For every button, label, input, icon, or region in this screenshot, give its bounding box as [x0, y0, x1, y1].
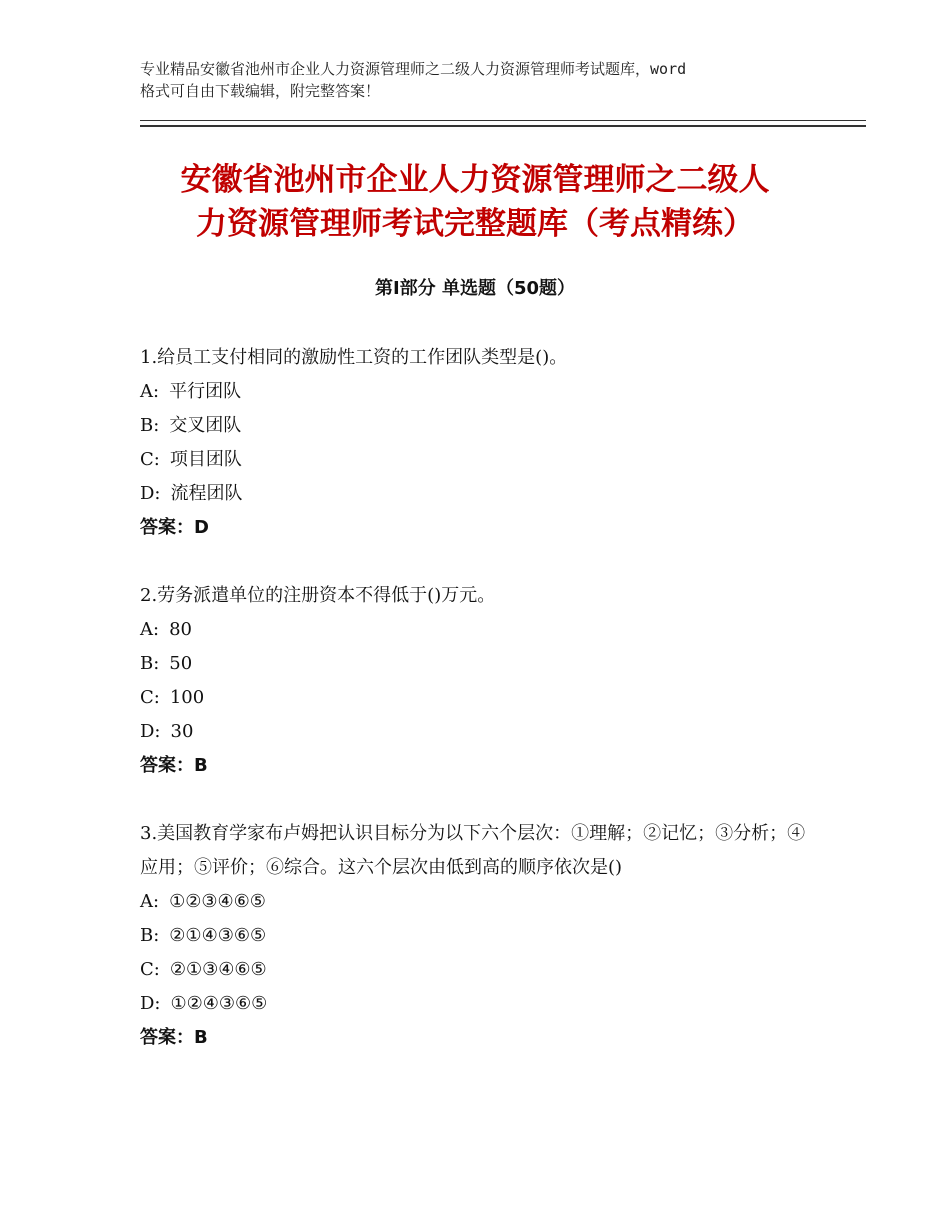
section-heading: 第Ⅰ部分 单选题（50题） — [374, 278, 575, 299]
option-c — [140, 443, 810, 477]
option-c — [140, 681, 810, 715]
option-b — [140, 409, 810, 443]
option-letter: B: — [140, 415, 160, 436]
option-text: 80 — [169, 619, 192, 640]
header-note — [140, 58, 840, 102]
option-letter: C: — [140, 959, 160, 980]
document-title — [130, 158, 820, 246]
option-letter: B: — [140, 653, 160, 674]
option-text: 流程团队 — [170, 483, 243, 504]
option-a — [140, 613, 810, 647]
option-a — [140, 885, 810, 919]
option-text: ②①④③⑥⑤ — [169, 925, 267, 946]
header-divider-thick — [140, 125, 866, 127]
answer-label: 答案：B — [140, 1027, 208, 1048]
option-text: ①②③④⑥⑤ — [169, 891, 266, 912]
document-title-line-1: 安徽省池州市企业人力资源管理师之二级人 — [180, 162, 770, 198]
option-b — [140, 919, 810, 953]
option-letter: A: — [140, 891, 160, 912]
option-letter: C: — [140, 687, 160, 708]
option-text: 30 — [170, 721, 194, 742]
question-stem: 3.美国教育学家布卢姆把认识目标分为以下六个层次：①理解；②记忆；③分析；④应用；⑤评价；⑥综合。这六个层次由低到高的顺序依次是() — [140, 823, 806, 878]
option-letter: C: — [140, 449, 160, 470]
option-text: 50 — [169, 653, 193, 674]
option-letter: D: — [140, 993, 161, 1014]
option-c — [140, 953, 810, 987]
option-a — [140, 375, 810, 409]
option-text: 交叉团队 — [169, 415, 242, 436]
answer-label: 答案：D — [140, 517, 209, 538]
question-3 — [140, 817, 810, 1055]
question-stem: 1.给员工支付相同的激励性工资的工作团队类型是()。 — [140, 347, 568, 368]
question-1 — [140, 341, 810, 545]
option-text: 平行团队 — [169, 381, 242, 402]
header-divider-thin — [140, 120, 866, 121]
option-d — [140, 477, 810, 511]
header-note-line-1: 专业精品安徽省池州市企业人力资源管理师之二级人力资源管理师考试题库，word — [140, 60, 687, 78]
option-b — [140, 647, 810, 681]
option-letter: D: — [140, 721, 161, 742]
question-stem: 2.劳务派遣单位的注册资本不得低于()万元。 — [140, 585, 496, 606]
header-note-line-2: 格式可自由下载编辑，附完整答案！ — [140, 82, 381, 100]
option-letter: A: — [140, 619, 160, 640]
question-list — [140, 341, 810, 1089]
option-letter: A: — [140, 381, 160, 402]
option-d — [140, 715, 810, 749]
option-text: ①②④③⑥⑤ — [170, 993, 268, 1014]
document-title-line-2: 力资源管理师考试完整题库（考点精练） — [196, 206, 754, 242]
option-letter: D: — [140, 483, 161, 504]
option-text: 项目团队 — [169, 449, 242, 470]
option-d — [140, 987, 810, 1021]
answer-label: 答案：B — [140, 755, 208, 776]
option-text: 100 — [169, 687, 205, 708]
option-letter: B: — [140, 925, 160, 946]
option-text: ②①③④⑥⑤ — [169, 959, 267, 980]
question-2 — [140, 579, 810, 783]
